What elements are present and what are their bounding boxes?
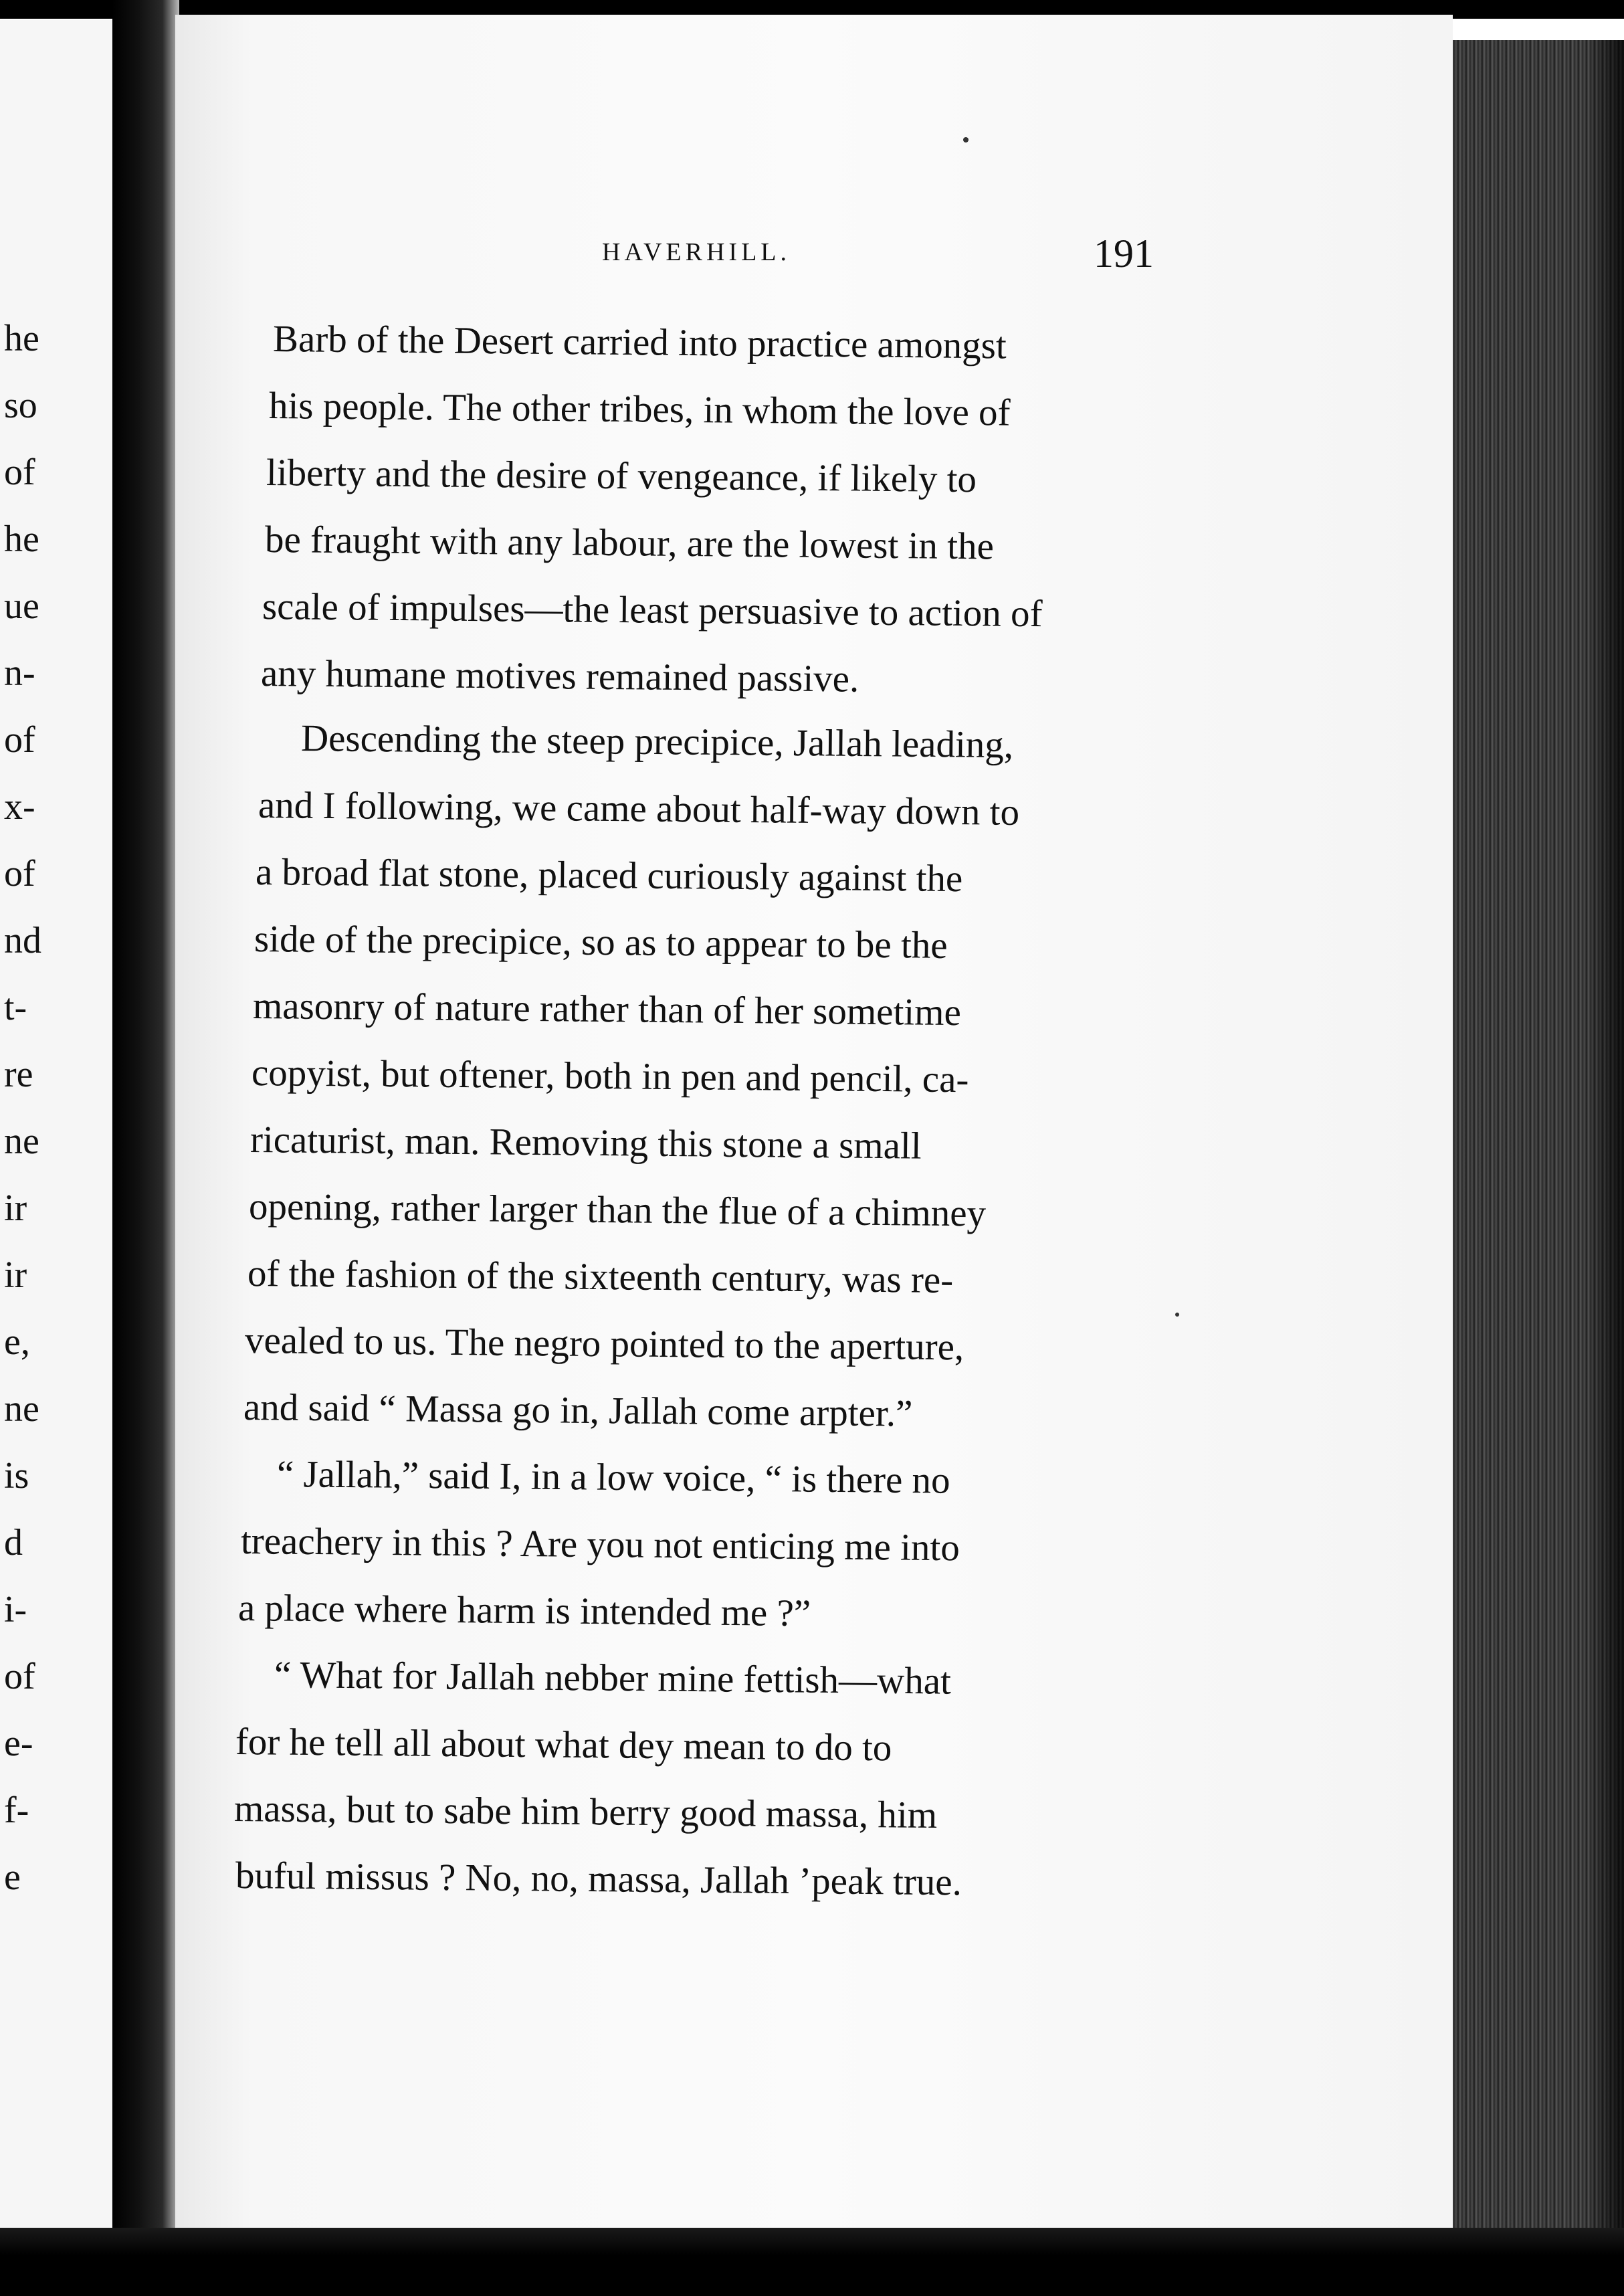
text-line: copyist, but oftener, both in pen and pencil, ca-	[251, 1052, 969, 1101]
left-page-fragment: nd	[4, 920, 41, 961]
left-page-fragment: x-	[4, 786, 35, 828]
text-line: vealed to us. The negro pointed to the aperture,	[244, 1319, 965, 1369]
speck-mark	[963, 137, 969, 142]
text-line: a broad flat stone, placed curiously against the	[255, 851, 963, 900]
left-page-fragment: of	[4, 853, 35, 894]
left-page-fragment: ir	[4, 1254, 27, 1296]
left-page-fragment: he	[4, 518, 39, 560]
left-page-fragment: re	[4, 1054, 33, 1095]
book-gutter	[112, 0, 179, 2296]
text-line: buful missus ? No, no, massa, Jallah ’peak true.	[235, 1854, 962, 1904]
text-line: for he tell all about what dey mean to do to	[235, 1721, 892, 1769]
left-page-fragment: f-	[4, 1790, 29, 1831]
text-line: scale of impulses—the least persuasive to action of	[262, 585, 1043, 636]
text-line: be fraught with any labour, are the lowest in the	[264, 518, 995, 568]
text-line: and said “ Massa go in, Jallah come arpter.”	[243, 1386, 913, 1435]
left-page-fragment: ne	[4, 1388, 39, 1430]
text-line: Descending the steep precipice, Jallah leading,	[300, 717, 1014, 767]
left-page-fragment: e	[4, 1856, 21, 1898]
left-page-fragment: t-	[4, 987, 27, 1028]
left-page-fragment: so	[4, 385, 37, 426]
text-line: his people. The other tribes, in whom the love of	[268, 385, 1011, 434]
text-line: masonry of nature rather than of her sometime	[252, 985, 962, 1034]
left-page-fragment: d	[4, 1522, 23, 1563]
text-line: of the fashion of the sixteenth century, was re-	[247, 1252, 954, 1302]
text-line: Barb of the Desert carried into practice amongst	[272, 318, 1007, 367]
left-page-fragment: i-	[4, 1589, 27, 1630]
text-line: treachery in this ? Are you not enticing me into	[240, 1520, 960, 1569]
text-line: and I following, we came about half-way down to	[258, 784, 1020, 834]
left-page-fragment: is	[4, 1455, 29, 1497]
left-page-fragment: ue	[4, 585, 39, 627]
page-number: 191	[1094, 231, 1154, 276]
text-line: “ Jallah,” said I, in a low voice, “ is there no	[276, 1453, 950, 1502]
text-line: any humane motives remained passive.	[260, 652, 859, 700]
left-page-fragment: of	[4, 1656, 35, 1697]
text-line: “ What for Jallah nebber mine fettish—what	[274, 1654, 952, 1703]
running-head: HAVERHILL.	[602, 238, 791, 266]
left-page-fragment: e,	[4, 1321, 30, 1363]
left-page-fragment: n-	[4, 652, 35, 694]
left-page-fragment: ir	[4, 1187, 27, 1229]
text-line: liberty and the desire of vengeance, if likely to	[266, 452, 977, 501]
left-page-fragment: ne	[4, 1121, 39, 1162]
text-line: opening, rather larger than the flue of a chimney	[248, 1185, 987, 1235]
left-page-fragment: of	[4, 719, 35, 761]
bottom-dark-edge	[0, 2228, 1624, 2296]
left-page-fragment: e-	[4, 1723, 33, 1764]
text-line: side of the precipice, so as to appear to be the	[253, 918, 948, 967]
left-page-fragment: he	[4, 318, 39, 359]
text-line: massa, but to sabe him berry good massa, him	[233, 1788, 938, 1837]
text-line: a place where harm is intended me ?”	[237, 1587, 811, 1635]
text-line: ricaturist, man. Removing this stone a small	[249, 1119, 922, 1167]
left-page-fragment: of	[4, 452, 35, 493]
speck-mark	[1175, 1313, 1179, 1317]
